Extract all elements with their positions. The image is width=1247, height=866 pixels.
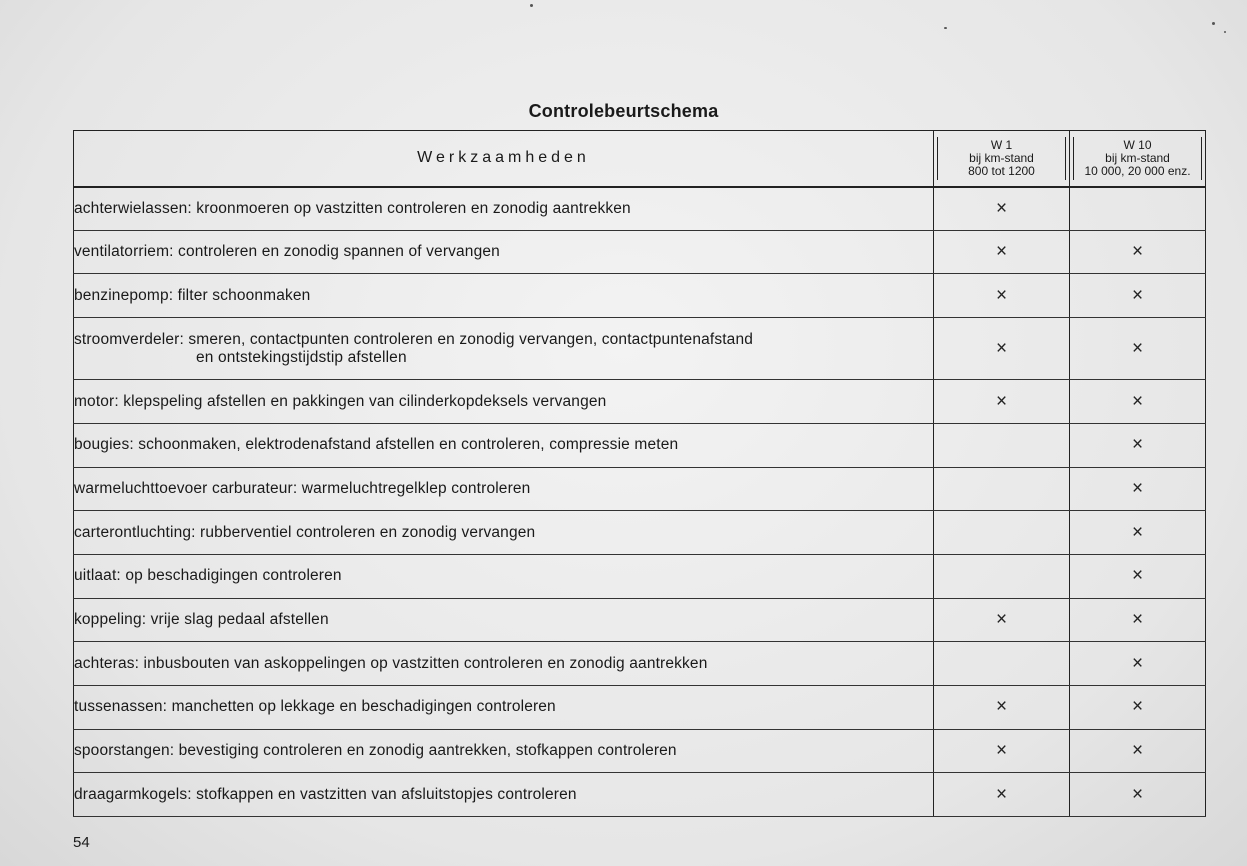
- task-text: koppeling: vrije slag pedaal afstellen: [74, 610, 329, 628]
- check-mark-icon: ×: [1131, 390, 1144, 412]
- table-body: [74, 187, 1206, 817]
- task-text: tussenassen: manchetten op lekkage en beschadigingen controleren: [74, 698, 556, 716]
- check-cell-w10: [1070, 685, 1206, 729]
- print-speck: [944, 27, 947, 29]
- task-cell: [74, 598, 934, 642]
- check-cell-w1: [934, 380, 1070, 424]
- task-text: benzinepomp: filter schoonmaken: [74, 286, 311, 304]
- task-cell: [74, 729, 934, 773]
- header-w10-line-2: bij km-stand: [1105, 150, 1170, 165]
- task-text: draagarmkogels: stofkappen en vastzitten van afsluitstopjes controleren: [74, 785, 577, 803]
- task-cell: [74, 467, 934, 511]
- table-row: [74, 274, 1206, 318]
- task-cell: [74, 423, 934, 467]
- check-cell-w10: [1070, 773, 1206, 817]
- check-cell-w1: [934, 318, 1070, 380]
- check-cell-w10: [1070, 423, 1206, 467]
- check-cell-w10: [1070, 729, 1206, 773]
- check-mark-icon: ×: [1131, 477, 1144, 499]
- check-mark-icon: ×: [995, 783, 1008, 805]
- check-cell-w1: [934, 685, 1070, 729]
- task-text: achterwielassen: kroonmoeren op vastzitten controleren en zonodig aantrekken: [74, 199, 631, 217]
- task-text: warmeluchttoevoer carburateur: warmeluchtregelklep controleren: [74, 479, 531, 497]
- check-cell-w1: [934, 554, 1070, 598]
- task-text-continuation: en ontstekingstijdstip afstellen: [196, 348, 407, 366]
- check-mark-icon: ×: [1131, 521, 1144, 543]
- header-w1-line-3: 800 tot 1200: [968, 163, 1035, 178]
- check-mark-icon: ×: [995, 284, 1008, 306]
- task-cell: [74, 318, 934, 380]
- task-cell: [74, 554, 934, 598]
- check-cell-w10: [1070, 274, 1206, 318]
- check-cell-w1: [934, 642, 1070, 686]
- check-mark-icon: ×: [995, 390, 1008, 412]
- check-mark-icon: ×: [1131, 739, 1144, 761]
- check-cell-w10: [1070, 187, 1206, 231]
- header-w10-line-1: W 10: [1123, 137, 1152, 152]
- check-cell-w10: [1070, 230, 1206, 274]
- check-cell-w1: [934, 598, 1070, 642]
- check-cell-w1: [934, 773, 1070, 817]
- header-w1-line-2: bij km-stand: [969, 150, 1034, 165]
- table-row: [74, 230, 1206, 274]
- print-speck: [1212, 22, 1215, 25]
- task-text: motor: klepspeling afstellen en pakkingen van cilinderkopdeksels vervangen: [74, 392, 607, 410]
- task-text: bougies: schoonmaken, elektrodenafstand afstellen en controleren, compressie meten: [74, 436, 679, 454]
- task-text: uitlaat: op beschadigingen controleren: [74, 567, 342, 585]
- print-speck: [1224, 31, 1226, 33]
- header-w1: [934, 131, 1070, 187]
- table-row: [74, 511, 1206, 555]
- task-cell: [74, 274, 934, 318]
- header-w10-line-3: 10 000, 20 000 enz.: [1084, 163, 1191, 178]
- check-mark-icon: ×: [995, 696, 1008, 718]
- check-cell-w1: [934, 187, 1070, 231]
- check-cell-w1: [934, 511, 1070, 555]
- task-cell: [74, 187, 934, 231]
- check-mark-icon: ×: [995, 739, 1008, 761]
- table-row: [74, 554, 1206, 598]
- maintenance-schedule-table: [73, 130, 1206, 817]
- check-mark-icon: ×: [1131, 565, 1144, 587]
- check-mark-icon: ×: [1131, 284, 1144, 306]
- check-mark-icon: ×: [1131, 652, 1144, 674]
- header-task: Werkzaamheden: [74, 131, 934, 187]
- check-mark-icon: ×: [995, 241, 1008, 262]
- check-mark-icon: ×: [1131, 241, 1144, 262]
- page-number: 54: [73, 834, 90, 851]
- print-speck: [530, 4, 533, 7]
- task-cell: [74, 685, 934, 729]
- task-text: stroomverdeler: smeren, contactpunten controleren en zonodig vervangen, contactpuntenafstand: [74, 330, 753, 348]
- table-row: [74, 380, 1206, 424]
- table-row: [74, 642, 1206, 686]
- check-mark-icon: ×: [1131, 434, 1144, 456]
- check-cell-w10: [1070, 598, 1206, 642]
- table-row: [74, 467, 1206, 511]
- table-row: [74, 318, 1206, 380]
- check-cell-w1: [934, 729, 1070, 773]
- check-mark-icon: ×: [995, 337, 1008, 359]
- check-mark-icon: ×: [1131, 337, 1144, 359]
- table-row: [74, 729, 1206, 773]
- task-text: ventilatorriem: controleren en zonodig spannen of vervangen: [74, 243, 500, 260]
- table-row: [74, 685, 1206, 729]
- check-cell-w10: [1070, 467, 1206, 511]
- check-cell-w1: [934, 423, 1070, 467]
- header-w1-line-1: W 1: [990, 137, 1013, 152]
- check-cell-w1: [934, 467, 1070, 511]
- task-text: carterontluchting: rubberventiel controleren en zonodig vervangen: [74, 523, 536, 541]
- table-header-row: [74, 131, 1206, 187]
- table-row: [74, 773, 1206, 817]
- page-title: Controlebeurtschema: [528, 101, 719, 121]
- check-cell-w1: [934, 230, 1070, 274]
- task-cell: [74, 773, 934, 817]
- table-row: [74, 187, 1206, 231]
- check-mark-icon: ×: [995, 197, 1008, 219]
- task-text: spoorstangen: bevestiging controleren en zonodig aantrekken, stofkappen controleren: [74, 741, 677, 759]
- task-cell: [74, 230, 934, 274]
- check-cell-w1: [934, 274, 1070, 318]
- check-cell-w10: [1070, 380, 1206, 424]
- check-mark-icon: ×: [1131, 608, 1144, 630]
- check-cell-w10: [1070, 318, 1206, 380]
- check-cell-w10: [1070, 554, 1206, 598]
- header-w10: [1070, 131, 1206, 187]
- table-row: [74, 423, 1206, 467]
- check-mark-icon: ×: [995, 608, 1008, 630]
- check-mark-icon: ×: [1131, 696, 1144, 718]
- task-cell: [74, 642, 934, 686]
- table-row: [74, 598, 1206, 642]
- task-cell: [74, 511, 934, 555]
- task-cell: [74, 380, 934, 424]
- task-text: achteras: inbusbouten van askoppelingen op vastzitten controleren en zonodig aantrekken: [74, 654, 708, 672]
- check-cell-w10: [1070, 511, 1206, 555]
- check-cell-w10: [1070, 642, 1206, 686]
- check-mark-icon: ×: [1131, 783, 1144, 805]
